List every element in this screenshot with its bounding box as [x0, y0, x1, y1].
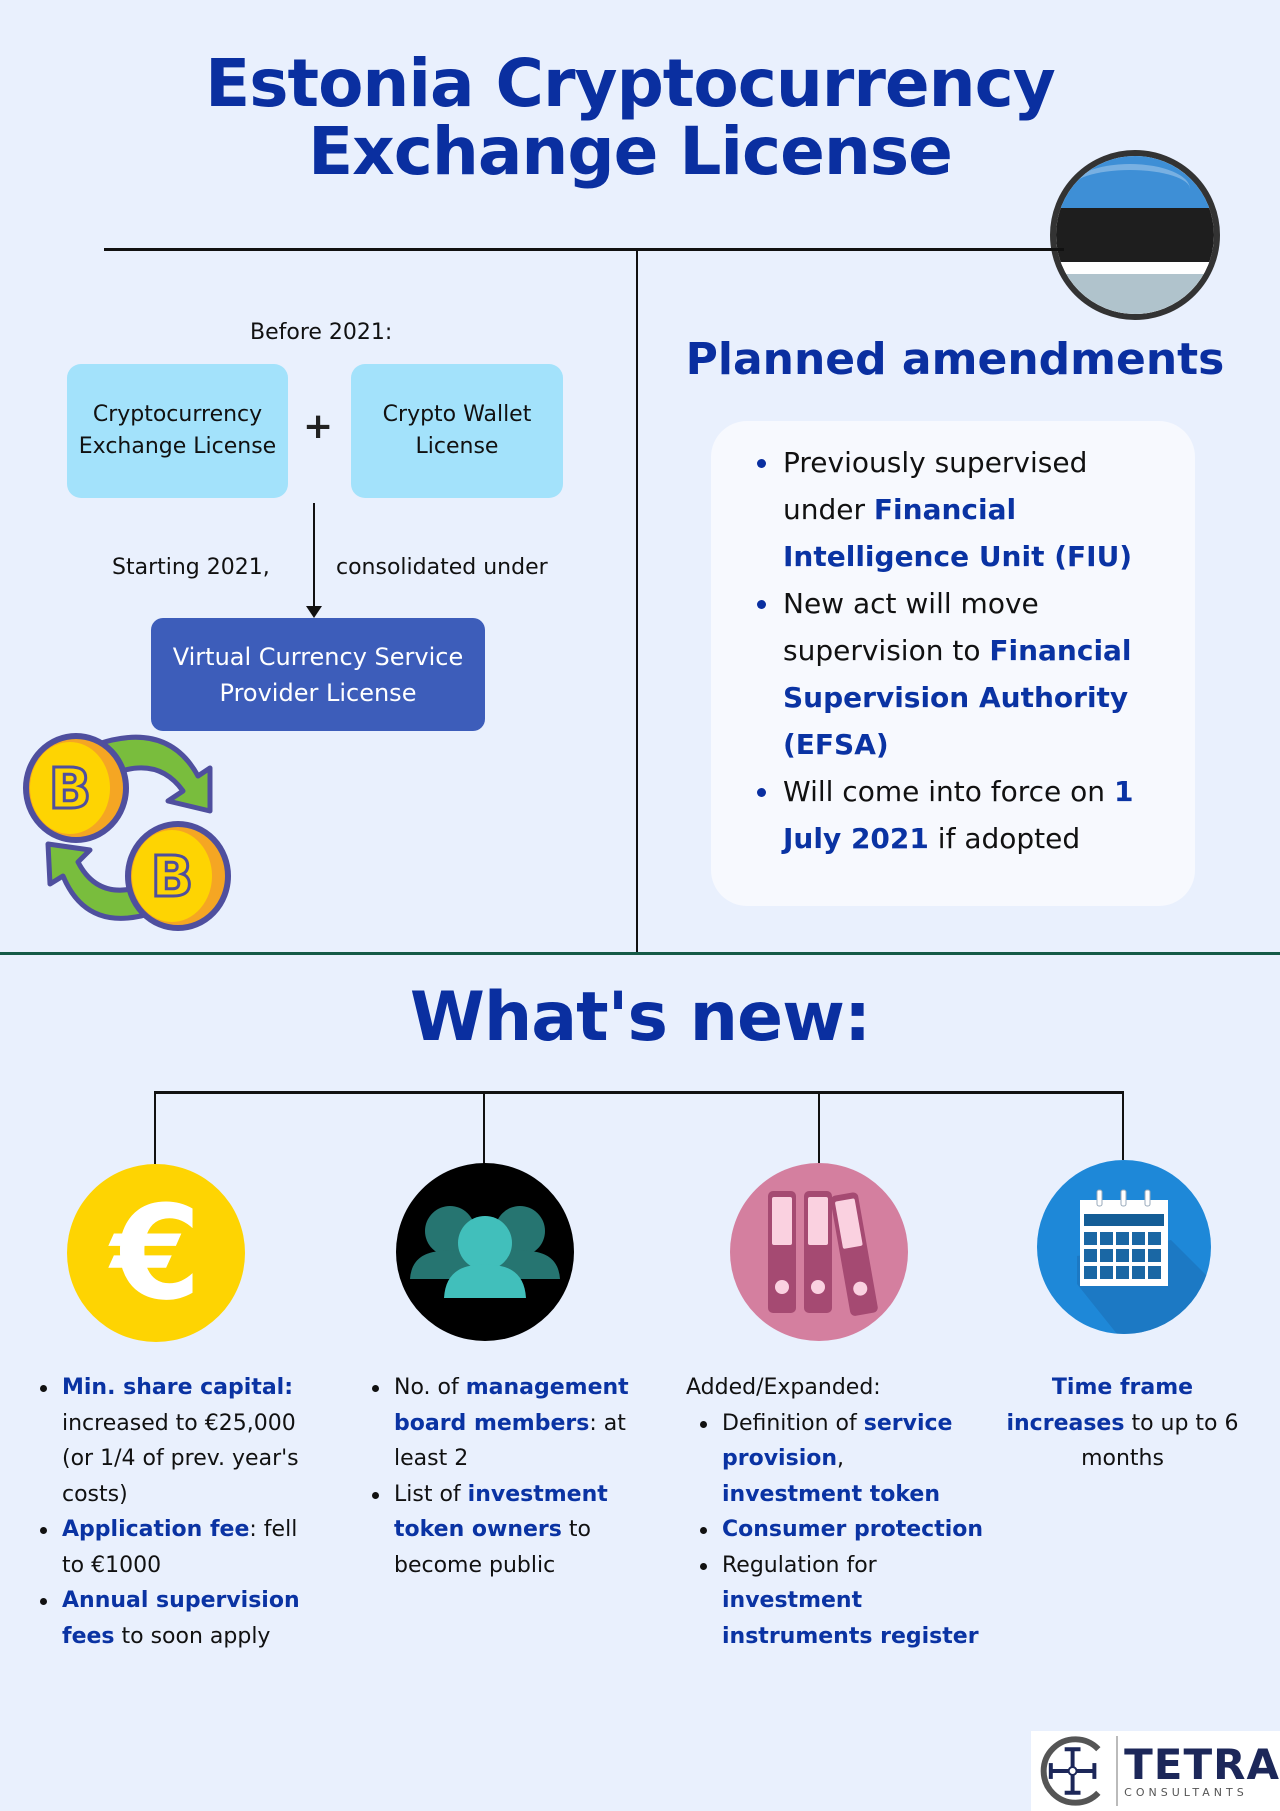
logo-name: TETRA — [1124, 1739, 1280, 1789]
svg-text:B: B — [150, 845, 194, 910]
amendment-highlight: Financial Intelligence Unit (FIU) — [783, 493, 1133, 573]
bitcoin-exchange-icon — [18, 726, 238, 936]
item-highlight: Consumer protection — [722, 1517, 984, 1542]
svg-text:B: B — [48, 757, 92, 822]
result-line1: Virtual Currency Service — [172, 642, 464, 671]
item-highlight: Application fee — [62, 1517, 250, 1542]
amendment-item — [783, 580, 1175, 768]
item-text: to become public — [394, 1517, 591, 1578]
list-item — [40, 1512, 320, 1583]
amendment-text: Previously supervised under — [783, 446, 1088, 526]
list-item — [372, 1370, 642, 1477]
tree-branch — [154, 1092, 156, 1164]
item-highlight: service provision — [722, 1410, 953, 1471]
timeframe-column — [1000, 1370, 1245, 1477]
box1-line1: Cryptocurrency — [92, 402, 263, 427]
planned-amendments-card — [711, 421, 1195, 906]
box2-line2: License — [415, 434, 499, 459]
amendments-list — [711, 421, 1195, 862]
title-line-2: Exchange License — [308, 113, 952, 190]
list-item — [40, 1370, 320, 1512]
item-text: to up to 6 months — [1081, 1410, 1239, 1471]
item-pre: Definition of — [722, 1410, 864, 1436]
tetra-mark-icon — [1033, 1731, 1114, 1811]
amendment-highlight: 1 July 2021 — [783, 775, 1134, 855]
down-arrow-line — [313, 503, 315, 609]
tetra-logo — [1031, 1731, 1280, 1811]
item-highlight: investment token owners — [394, 1481, 608, 1542]
crypto-wallet-license-box — [351, 364, 563, 498]
amendment-highlight: Financial Supervision Authority (EFSA) — [783, 634, 1132, 761]
calendar-icon — [1037, 1160, 1211, 1334]
management-column — [372, 1370, 642, 1583]
capital-column — [40, 1370, 320, 1654]
item-text: increased to €25,000 (or 1/4 of prev. year's costs) — [62, 1410, 299, 1507]
starting-2021-label: Starting 2021, — [112, 555, 270, 580]
before-2021-label: Before 2021: — [250, 320, 393, 345]
item-text: to soon apply — [114, 1623, 271, 1649]
whats-new-heading: What's new: — [409, 978, 871, 1057]
item-pre: No. of — [394, 1375, 466, 1400]
logo-sub: CONSULTANTS — [1124, 1785, 1248, 1799]
item-text: : at least 2 — [394, 1410, 626, 1471]
item-pre: List of — [394, 1481, 468, 1507]
euro-icon: € — [67, 1164, 245, 1342]
item-mid: , — [837, 1446, 845, 1471]
box1-line2: Exchange License — [78, 434, 277, 459]
vertical-divider — [636, 250, 638, 953]
consolidated-under-label: consolidated under — [336, 555, 548, 580]
tree-connector — [154, 1091, 1124, 1094]
vcsp-license-box — [151, 618, 485, 731]
list-item — [40, 1583, 320, 1654]
tree-branch — [818, 1092, 820, 1164]
item-highlight: Min. share capital: — [62, 1375, 294, 1400]
amendment-item — [783, 768, 1175, 862]
planned-amendments-heading: Planned amendments — [685, 334, 1225, 385]
top-divider — [104, 248, 1064, 251]
amendment-item — [783, 439, 1175, 580]
section-divider — [0, 952, 1280, 955]
list-item — [372, 1477, 642, 1584]
plus-icon: + — [303, 406, 334, 447]
amendment-text: Will come into force on — [783, 775, 1114, 808]
amendment-after: if adopted — [928, 822, 1081, 855]
tree-branch — [483, 1092, 485, 1164]
item-highlight: investment token — [722, 1481, 941, 1507]
crypto-exchange-license-box — [67, 364, 288, 498]
list-item — [700, 1548, 986, 1655]
item-pre: Regulation for — [722, 1552, 877, 1578]
result-line2: Provider License — [219, 678, 417, 707]
list-item — [700, 1406, 986, 1513]
item-highlight: Time frame increases — [1006, 1375, 1194, 1436]
item-highlight: Annual supervision fees — [62, 1588, 300, 1649]
box2-line1: Crypto Wallet — [382, 402, 532, 427]
logo-separator — [1116, 1736, 1118, 1806]
item-highlight: investment instruments register — [722, 1588, 979, 1649]
added-expanded-heading: Added/Expanded: — [686, 1375, 881, 1400]
definitions-column — [686, 1370, 986, 1654]
arrow-down-icon — [306, 606, 322, 618]
amendment-text: New act will move supervision to — [783, 587, 1039, 667]
tree-branch — [1122, 1092, 1124, 1160]
binders-icon — [730, 1163, 908, 1341]
page-title — [0, 45, 1260, 190]
people-group-icon — [396, 1163, 574, 1341]
title-line-1: Estonia Cryptocurrency — [205, 45, 1055, 122]
estonia-flag-icon — [1050, 150, 1220, 320]
item-highlight: management board members — [394, 1375, 629, 1436]
list-item — [700, 1512, 986, 1548]
item-text: : fell to €1000 — [62, 1517, 298, 1578]
